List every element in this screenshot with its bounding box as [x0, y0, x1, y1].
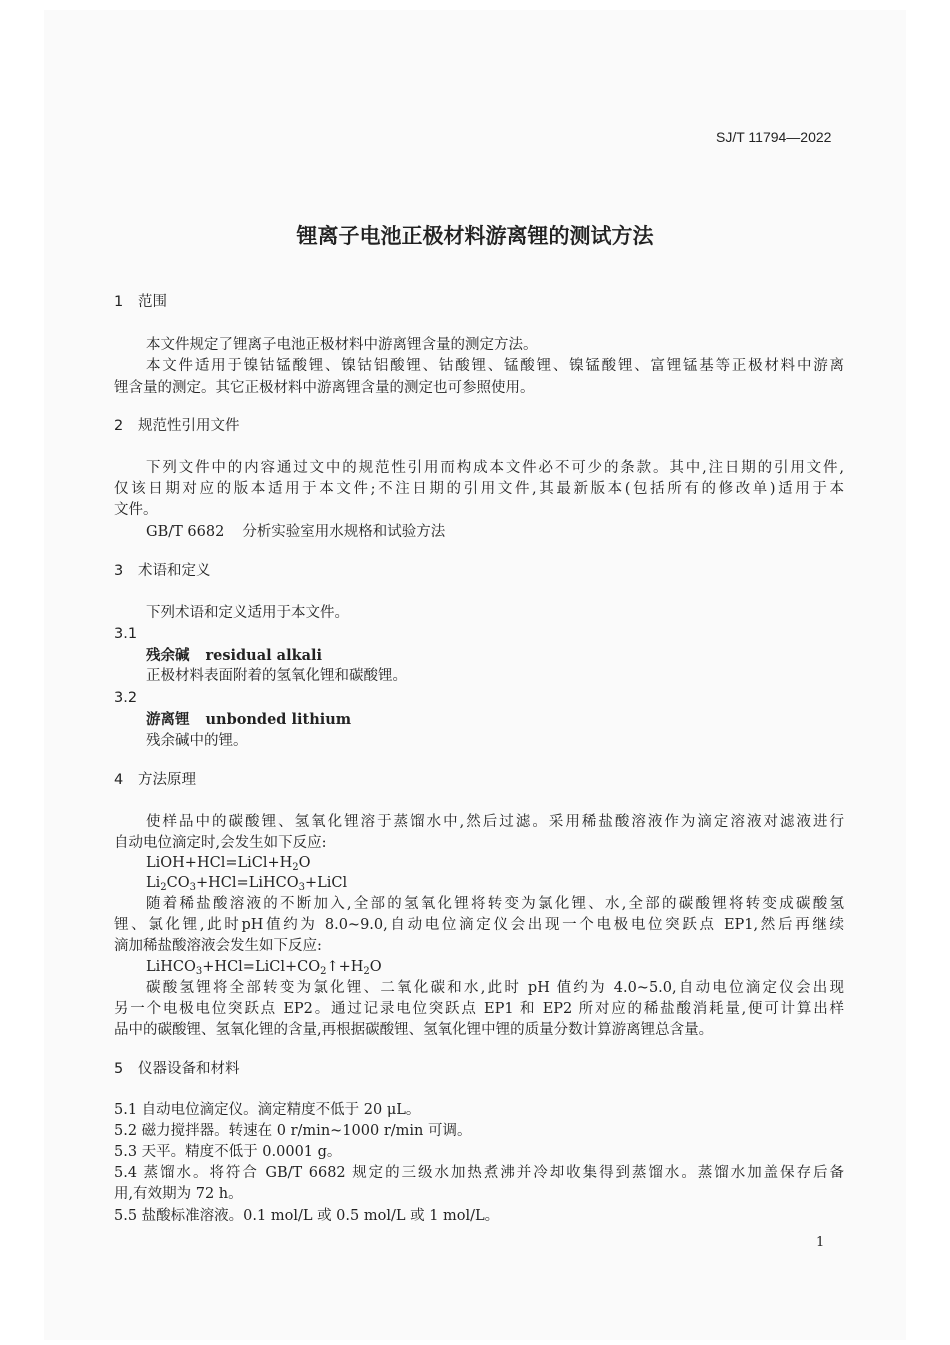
list-item: 5.5 盐酸标准溶液。0.1 mol/L 或 0.5 mol/L 或 1 mol/L。: [114, 1208, 500, 1224]
paragraph: 锂、氯化锂,此时pH值约为 8.0~9.0,自动电位滴定仪会出现一个电极电位突跃点 EP1,然后再继续: [114, 917, 844, 933]
paragraph: 随着稀盐酸溶液的不断加入,全部的氢氧化锂将转变为氯化锂、水,全部的碳酸锂将转变成碳酸氢: [146, 896, 844, 912]
paragraph: 滴加稀盐酸溶液会发生如下反应:: [114, 938, 322, 954]
term-number: 3.2: [114, 690, 138, 706]
section-heading-principle: 4 方法原理: [114, 772, 196, 788]
equation: $LiHCO_3+HCl=LiCl+CO_2↑+H_2O$: [146, 959, 382, 977]
page-title: 锂离子电池正极材料游离锂的测试方法: [296, 224, 654, 248]
section-heading-scope: 1 范围: [114, 294, 167, 310]
reference-code: GB/T 6682: [146, 524, 225, 540]
section-heading-terms: 3 术语和定义: [114, 563, 211, 579]
paragraph: 下列文件中的内容通过文中的规范性引用而构成本文件必不可少的条款。其中,注日期的引用文件,: [146, 460, 844, 476]
paragraph: 碳酸氢锂将全部转变为氯化锂、二氧化碳和水,此时 pH 值约为 4.0~5.0,自动电位滴定仪会出现: [146, 980, 844, 996]
paragraph: 本文件规定了锂离子电池正极材料中游离锂含量的测定方法。: [146, 337, 538, 353]
list-item: 5.3 天平。精度不低于 0.0001 g。: [114, 1144, 342, 1160]
paragraph: 自动电位滴定时,会发生如下反应:: [114, 835, 327, 851]
paragraph: 本文件适用于镍钴锰酸锂、镍钴铝酸锂、钴酸锂、锰酸锂、镍锰酸锂、富锂锰基等正极材料中游离: [146, 358, 844, 374]
term-definition: 正极材料表面附着的氢氧化锂和碳酸锂。: [146, 668, 407, 684]
list-item: 5.2 磁力搅拌器。转速在 0 r/min~1000 r/min 可调。: [114, 1123, 472, 1139]
term-title: 残余碱 residual alkali: [146, 647, 323, 664]
list-item: 5.1 自动电位滴定仪。滴定精度不低于 20 μL。: [114, 1102, 421, 1118]
standard-number: SJ/T 11794—2022: [716, 129, 832, 145]
page-number: 1: [816, 1235, 825, 1250]
paragraph: 使样品中的碳酸锂、氢氧化锂溶于蒸馏水中,然后过滤。采用稀盐酸溶液作为滴定溶液对滤液进行: [146, 814, 844, 830]
term-title: 游离锂 unbonded lithium: [146, 711, 352, 728]
paragraph: 文件。: [114, 502, 158, 518]
paragraph: 下列术语和定义适用于本文件。: [146, 605, 349, 621]
paragraph: 仅该日期对应的版本适用于本文件;不注日期的引用文件,其最新版本(包括所有的修改单)适用于本: [114, 481, 844, 497]
section-heading-references: 2 规范性引用文件: [114, 418, 240, 434]
equation: $LiOH+HCl=LiCl+H_2O$: [146, 855, 311, 873]
reference-title: 分析实验室用水规格和试验方法: [242, 524, 446, 540]
equation: $Li_2CO_3+HCl=LiHCO_3+LiCl$: [146, 875, 348, 893]
paragraph: 品中的碳酸锂、氢氧化锂的含量,再根据碳酸锂、氢氧化锂中锂的质量分数计算游离锂总含量。: [114, 1022, 714, 1038]
section-heading-apparatus: 5 仪器设备和材料: [114, 1061, 240, 1077]
list-item-continuation: 用,有效期为 72 h。: [114, 1186, 243, 1202]
term-definition: 残余碱中的锂。: [146, 733, 248, 749]
term-number: 3.1: [114, 626, 138, 642]
reference-entry: [146, 523, 445, 542]
list-item: 5.4 蒸馏水。将符合 GB/T 6682 规定的三级水加热煮沸并冷却收集得到蒸馏水。蒸馏水加盖保存后备: [114, 1165, 844, 1181]
paragraph: 锂含量的测定。其它正极材料中游离锂含量的测定也可参照使用。: [114, 380, 535, 396]
paragraph: 另一个电极电位突跃点 EP2。通过记录电位突跃点 EP1 和 EP2 所对应的稀盐酸消耗量,便可计算出样: [114, 1001, 844, 1017]
